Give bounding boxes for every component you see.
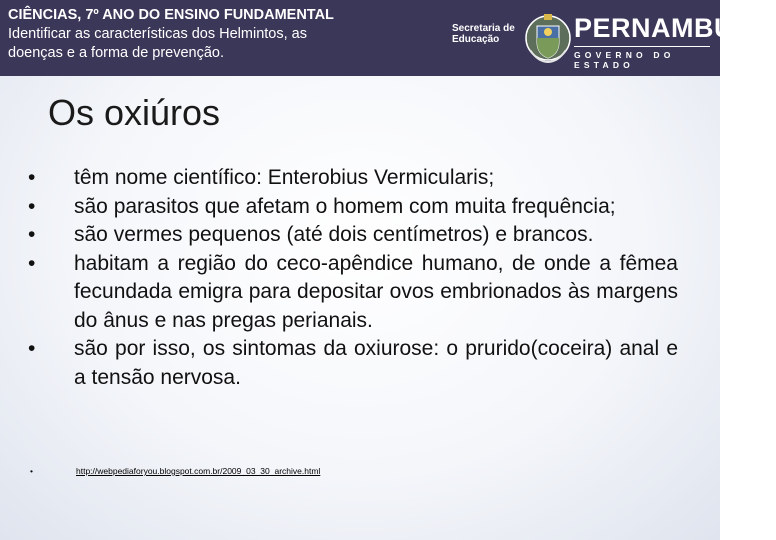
list-item — [28, 250, 678, 336]
bullet-dot: • — [28, 223, 36, 246]
header-text — [8, 6, 368, 63]
bullet-dot: • — [28, 166, 36, 189]
bullet-text: habitam a região do ceco-apêndice humano, de onde a fêmea fecundada emigra para depositar ovos embrionados às margens do ânus e nas pregas perianais. — [74, 251, 678, 332]
bullet-dot: • — [28, 251, 36, 275]
brand-name: PERNAMBUCO — [574, 13, 776, 43]
secretaria-line2: Educação — [452, 34, 500, 45]
bullet-dot: • — [28, 337, 36, 360]
list-item — [28, 335, 678, 392]
bullet-text: são parasitos que afetam o homem com muita frequência; — [74, 194, 616, 218]
secretaria-line1: Secretaria de — [452, 23, 515, 34]
header-subtitle-line2: doenças e a forma de prevenção. — [8, 45, 225, 61]
brand-divider — [574, 46, 710, 47]
header-subtitle-line1: Identificar as características dos Helmintos, as — [8, 26, 307, 42]
bullet-text: têm nome científico: Enterobius Vermicularis; — [74, 166, 495, 189]
header-title: CIÊNCIAS, 7º ANO DO ENSINO FUNDAMENTAL — [8, 7, 334, 23]
bullet-dot: • — [30, 466, 33, 476]
brand-subtitle: GOVERNO DO ESTADO — [574, 50, 675, 70]
list-item — [28, 193, 678, 222]
bullet-text: são por isso, os sintomas da oxiurose: o prurido(coceira) anal e a tensão nervosa. — [74, 337, 678, 389]
header-bar — [0, 0, 776, 76]
government-logo — [452, 8, 776, 70]
slide-title: Os oxiúros — [48, 92, 221, 133]
source-link[interactable]: http://webpediaforyou.blogspot.com.br/2009_03_30_archive.html — [76, 466, 321, 476]
bullet-list — [28, 164, 678, 392]
list-item — [28, 221, 678, 250]
state-crest-icon — [524, 10, 572, 66]
secretaria-label — [452, 23, 518, 45]
bullet-dot: • — [28, 194, 36, 218]
bullet-text: são vermes pequenos (até dois centímetros) e brancos. — [74, 223, 594, 246]
list-item — [28, 164, 678, 193]
